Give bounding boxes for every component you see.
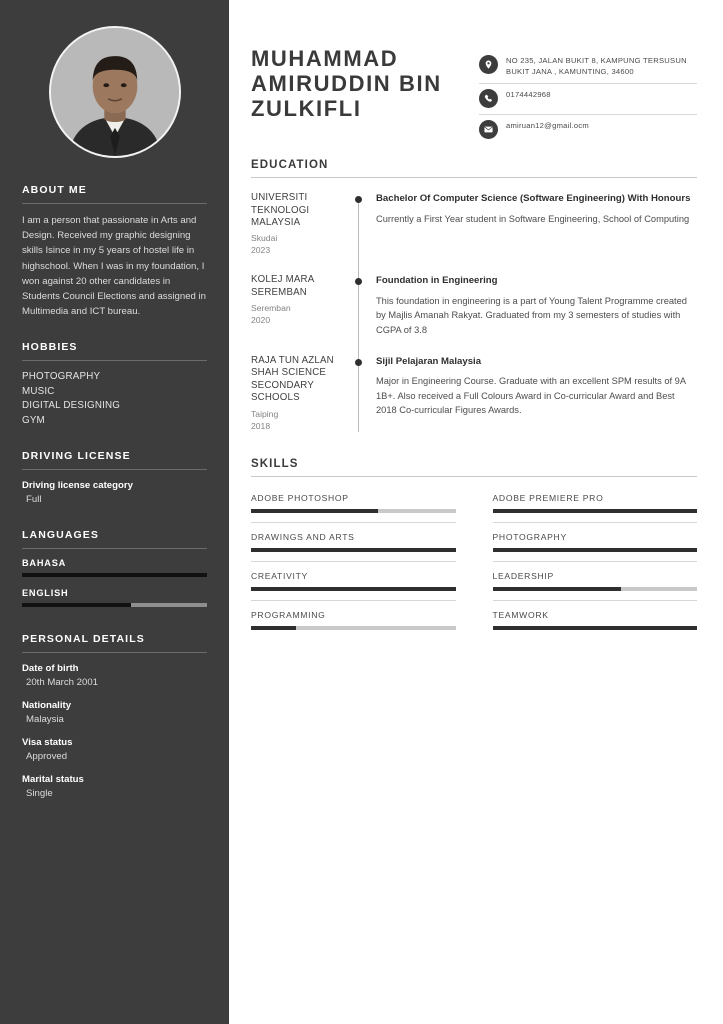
skill-label: PHOTOGRAPHY [492, 531, 567, 542]
hobbies-section [22, 341, 207, 428]
education-school: UNIVERSITI TEKNOLOGI MALAYSIA [251, 192, 310, 228]
education-place: Taiping [251, 408, 279, 419]
skill-level-fill [493, 548, 698, 552]
language-level-fill [22, 603, 131, 607]
education-list [251, 192, 697, 431]
education-meta [251, 274, 354, 337]
personal-detail-value: Malaysia [26, 714, 64, 726]
driving-license-entry [22, 479, 207, 507]
skill-level-track [493, 626, 698, 630]
contact-phone-row [479, 84, 697, 115]
education-item [251, 192, 697, 256]
phone-icon [479, 89, 498, 108]
education-item [251, 274, 697, 337]
education-meta [251, 192, 354, 256]
about-heading: ABOUT ME [22, 184, 207, 204]
education-place: Seremban [251, 303, 291, 314]
hobbies-heading: HOBBIES [22, 341, 207, 361]
hobby-item: DIGITAL DESIGNING [22, 400, 121, 412]
education-item [251, 355, 697, 432]
avatar [49, 26, 181, 158]
language-item [22, 588, 207, 607]
sidebar [0, 0, 229, 1024]
skill-level-track [251, 509, 456, 513]
personal-detail-label: Date of birth [22, 663, 79, 675]
header [251, 34, 697, 145]
name-block [251, 34, 479, 121]
language-level-track [22, 603, 207, 607]
skill-level-fill [493, 626, 698, 630]
education-meta [251, 355, 354, 432]
contact-email: amiruan12@gmail.ocm [506, 121, 589, 131]
personal-detail-label: Visa status [22, 737, 73, 749]
skill-level-fill [251, 587, 456, 591]
skills-section [251, 458, 697, 639]
envelope-icon [479, 120, 498, 139]
contact-address: NO 235, JALAN BUKIT 8, KAMPUNG TERSUSUN BUKIT JANA , KAMUNTING, 34600 [506, 56, 687, 76]
education-rail [354, 274, 370, 337]
education-section [251, 159, 697, 431]
language-label: BAHASA [22, 558, 67, 569]
language-level-fill [22, 573, 207, 577]
location-pin-icon [479, 55, 498, 74]
education-school: RAJA TUN AZLAN SHAH SCIENCE SECONDARY SCHOOLS [251, 355, 334, 404]
education-rail [354, 355, 370, 432]
skills-grid [251, 493, 697, 639]
skills-heading: SKILLS [251, 458, 697, 477]
skill-item [251, 493, 456, 522]
profile-photo-illustration [51, 28, 179, 156]
education-title: Bachelor Of Computer Science (Software Engineering) With Honours [376, 193, 691, 205]
personal-detail-item [22, 699, 207, 727]
education-description: This foundation in engineering is a part of Young Talent Programme created by Majlis Amanah Rakyat. Graduated from my 3 semesters of studies with CGPA of 3.8 [376, 295, 687, 335]
education-year: 2023 [251, 245, 271, 256]
hobby-item: MUSIC [22, 385, 55, 397]
skill-level-track [251, 626, 456, 630]
timeline-dot-icon [355, 359, 362, 366]
education-body [370, 274, 697, 337]
education-title: Foundation in Engineering [376, 275, 498, 287]
skill-item [493, 600, 698, 639]
main-content [229, 0, 723, 1024]
contact-phone: 0174442968 [506, 90, 551, 100]
education-heading: EDUCATION [251, 159, 697, 178]
skill-level-fill [493, 509, 698, 513]
education-place: Skudai [251, 233, 278, 244]
education-rail [354, 192, 370, 256]
page-title: MUHAMMAD AMIRUDDIN BIN ZULKIFLI [251, 46, 442, 121]
driving-license-section [22, 450, 207, 507]
skill-level-track [251, 548, 456, 552]
skill-item [493, 493, 698, 522]
education-description: Major in Engineering Course. Graduate with an excellent SPM results of 9A 1B+. Also received a Full Colours Award in Co-curricular Award and Best 2018 Co-curricular Figures Awards. [376, 376, 686, 416]
language-level-track [22, 573, 207, 577]
skill-item [251, 600, 456, 639]
contact-address-row [479, 50, 697, 84]
skill-item [251, 522, 456, 561]
skill-level-track [493, 509, 698, 513]
personal-detail-value: Single [26, 788, 53, 800]
hobby-item: PHOTOGRAPHY [22, 371, 101, 383]
about-section [22, 184, 207, 319]
education-body [370, 192, 697, 256]
driving-license-heading: DRIVING LICENSE [22, 450, 207, 470]
skill-level-fill [251, 626, 296, 630]
skill-label: LEADERSHIP [492, 570, 554, 581]
skill-level-fill [251, 509, 378, 513]
languages-section [22, 529, 207, 607]
education-title: Sijil Pelajaran Malaysia [376, 356, 482, 368]
skill-item [251, 561, 456, 600]
timeline-dot-icon [355, 196, 362, 203]
about-text: I am a person that passionate in Arts and Design. Received my graphic designing skills Isince in my 5 years of hostel life in highschool. When I was in my foundation, I won against 20 other candidates in Students Council Elections and assigned in Multimedia and ICT bureau. [22, 215, 206, 318]
personal-detail-item [22, 662, 207, 690]
skill-level-fill [251, 548, 456, 552]
personal-detail-value: 20th March 2001 [26, 677, 98, 689]
education-body [370, 355, 697, 432]
skill-item [493, 561, 698, 600]
hobby-item: GYM [22, 414, 45, 426]
contact-email-row [479, 115, 697, 145]
skill-label: TEAMWORK [492, 609, 549, 620]
language-item [22, 558, 207, 577]
education-description: Currently a First Year student in Software Engineering, School of Computing [376, 213, 690, 224]
skill-label: PROGRAMMING [251, 609, 326, 620]
personal-detail-label: Marital status [22, 774, 84, 786]
contact-block [479, 34, 697, 145]
driving-license-label: Driving license category [22, 480, 133, 492]
personal-details-section [22, 633, 207, 801]
personal-detail-item [22, 773, 207, 801]
driving-license-value: Full [26, 494, 42, 506]
skill-level-track [251, 587, 456, 591]
skill-level-track [493, 548, 698, 552]
personal-detail-label: Nationality [22, 700, 72, 712]
skill-level-fill [493, 587, 622, 591]
skill-item [493, 522, 698, 561]
skill-label: DRAWINGS AND ARTS [251, 531, 355, 542]
timeline-dot-icon [355, 278, 362, 285]
skill-level-track [493, 587, 698, 591]
personal-details-heading: PERSONAL DETAILS [22, 633, 207, 653]
language-label: ENGLISH [22, 588, 69, 599]
personal-detail-item [22, 736, 207, 764]
education-year: 2018 [251, 420, 271, 431]
skill-label: CREATIVITY [251, 570, 308, 581]
personal-detail-value: Approved [26, 751, 68, 763]
education-year: 2020 [251, 315, 271, 326]
education-school: KOLEJ MARA SEREMBAN [251, 274, 314, 298]
skill-label: ADOBE PHOTOSHOP [251, 492, 349, 503]
skill-label: ADOBE PREMIERE PRO [492, 492, 604, 503]
languages-heading: LANGUAGES [22, 529, 207, 549]
